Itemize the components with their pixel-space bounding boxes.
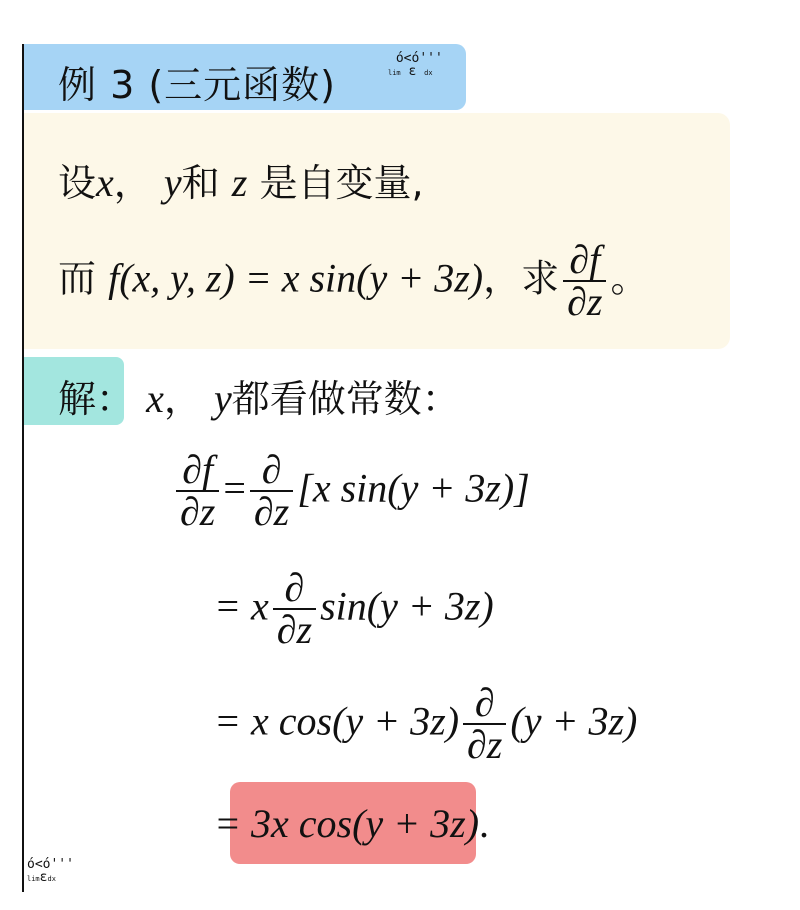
step-prefix: = x bbox=[214, 583, 269, 629]
lim-dx-logo-icon: ó<ó''' lim ε dx bbox=[388, 51, 443, 79]
solution-label: 解 bbox=[58, 377, 97, 421]
derivation-step-3 bbox=[214, 680, 638, 767]
derivation-step-2 bbox=[214, 565, 494, 652]
derivation-step-4 bbox=[214, 800, 489, 847]
comma: ， bbox=[113, 161, 152, 205]
and-text: 和 bbox=[181, 161, 220, 205]
problem-line-2 bbox=[58, 237, 649, 330]
qualifier-text: ，求 bbox=[483, 256, 560, 301]
solution-text: 都看做常数： bbox=[231, 377, 460, 421]
fraction-denominator: ∂z bbox=[567, 279, 603, 324]
solution-header bbox=[58, 368, 460, 423]
final-answer: = 3x cos(y + 3z) bbox=[214, 801, 480, 846]
fraction-numerator: ∂f bbox=[563, 240, 606, 282]
var-y: y bbox=[163, 160, 182, 205]
partial-operator: $\frac{\partial}{\partial z}$ bbox=[463, 683, 506, 765]
step-prefix: = x cos(y + 3z) bbox=[214, 698, 460, 744]
solution-colon: ： bbox=[96, 377, 135, 421]
example-title: 例 3 (三元函数) bbox=[58, 63, 336, 107]
final-period: . bbox=[479, 801, 490, 846]
derivation-step-1 bbox=[172, 447, 530, 534]
var-x: x bbox=[146, 376, 164, 421]
step-expression: [x sin(y + 3z)] bbox=[297, 465, 530, 511]
equals-sign: = bbox=[223, 465, 246, 511]
step-expression: (y + 3z) bbox=[510, 698, 638, 744]
problem-line-1 bbox=[58, 152, 424, 207]
problem-suffix: 是自变量, bbox=[259, 161, 424, 205]
lim-dx-logo-small-icon: ó<ó''' limεdx bbox=[27, 857, 74, 885]
period: 。 bbox=[610, 256, 649, 301]
target-derivative-fraction bbox=[563, 237, 606, 324]
step-expression: sin(y + 3z) bbox=[320, 583, 494, 629]
var-x: x bbox=[96, 160, 114, 205]
problem-prefix: 设 bbox=[58, 161, 97, 205]
function-definition: f(x, y, z) = x sin(y + 3z) bbox=[108, 255, 484, 301]
partial-operator: $\frac{\partial}{\partial z}$ bbox=[273, 568, 316, 650]
var-y: y bbox=[214, 376, 232, 421]
var-z: z bbox=[231, 160, 248, 205]
lhs-fraction: $\frac{\partial f}{\partial z}$ bbox=[176, 450, 219, 532]
partial-operator: $\frac{\partial}{\partial z}$ bbox=[250, 450, 293, 532]
comma: ， bbox=[163, 377, 202, 421]
problem-er: 而 bbox=[58, 256, 97, 301]
